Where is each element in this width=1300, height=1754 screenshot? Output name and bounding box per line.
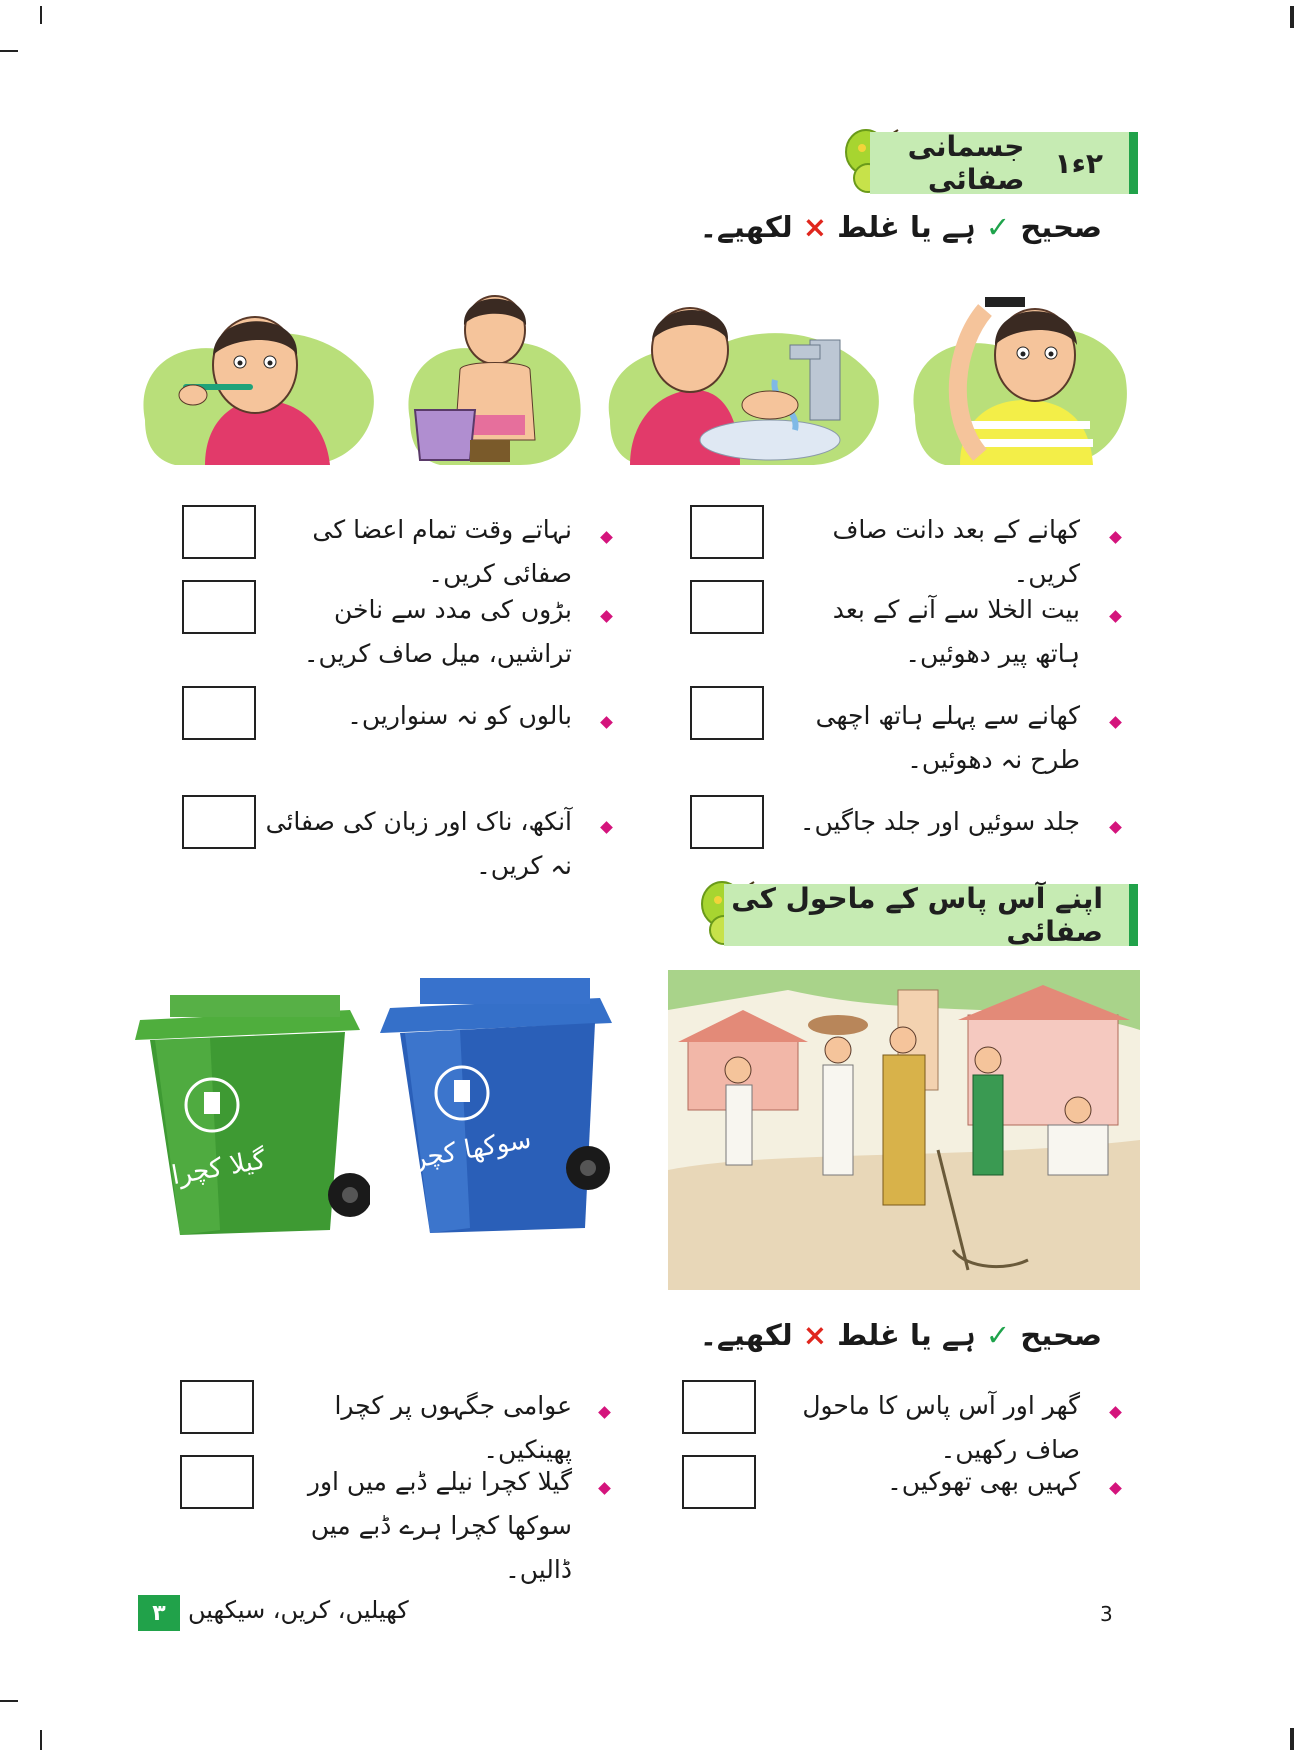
book-title: کھیلیں، کریں، سیکھیں [188, 1596, 409, 1624]
bin-label-green: گیلا کچرا [169, 1145, 268, 1192]
cross-icon: × [802, 210, 828, 244]
list-item: گیلا کچرا نیلے ڈبے میں اور سوکھا کچرا ہرے ڈبے میں ڈالیں۔ [307, 1467, 572, 1584]
section-banner [724, 884, 1138, 946]
bullet-icon [600, 610, 613, 623]
illustration-brushing-teeth [135, 280, 385, 470]
street-cleaning-illustration [668, 970, 1140, 1290]
section-banner [870, 132, 1138, 194]
list-item: کھانے کے بعد دانت صاف کریں۔ [832, 515, 1080, 588]
answer-box[interactable] [682, 1455, 756, 1509]
bullet-icon [1109, 1482, 1122, 1495]
crop-mark [0, 1700, 18, 1702]
bullet-icon [1109, 821, 1122, 834]
bin-label-blue: سوکھا کچرا [403, 1124, 534, 1176]
instruction-text: صحیح ✓ ہے یا غلط × لکھیے۔ [699, 1318, 1102, 1352]
answer-box[interactable] [690, 686, 764, 740]
bullet-icon [1109, 716, 1122, 729]
list-item: بالوں کو نہ سنواریں۔ [347, 701, 572, 730]
bullet-icon [1109, 1406, 1122, 1419]
list-item: نہاتے وقت تمام اعضا کی صفائی کریں۔ [312, 515, 572, 588]
illustration-washing-hands [600, 280, 890, 470]
crop-mark [0, 50, 18, 52]
bullet-icon [1109, 610, 1122, 623]
list-item: گھر اور آس پاس کا ماحول صاف رکھیں۔ [802, 1391, 1080, 1464]
list-item: بیت الخلا سے آنے کے بعد ہاتھ پیر دھوئیں۔ [832, 595, 1080, 668]
crop-mark [1290, 1728, 1294, 1750]
check-icon: ✓ [985, 1318, 1011, 1352]
section-title: جسمانی صفائی [907, 130, 1025, 196]
answer-box[interactable] [682, 1380, 756, 1434]
check-icon: ✓ [985, 210, 1011, 244]
answer-box[interactable] [182, 686, 256, 740]
list-item: عوامی جگہوں پر کچرا پھینکیں۔ [334, 1391, 572, 1464]
instruction-text: صحیح ✓ ہے یا غلط × لکھیے۔ [699, 210, 1102, 244]
page-number: 3 [1100, 1602, 1113, 1626]
crop-mark [40, 6, 42, 24]
bullet-icon [600, 716, 613, 729]
answer-box[interactable] [182, 795, 256, 849]
bullet-icon [1109, 531, 1122, 544]
section-number: ۲ء۱ [1054, 146, 1103, 180]
answer-box[interactable] [182, 505, 256, 559]
illustration-bathing [400, 270, 585, 470]
answer-box[interactable] [690, 505, 764, 559]
crop-mark [40, 1730, 42, 1750]
crop-mark [1290, 6, 1294, 28]
answer-box[interactable] [180, 1455, 254, 1509]
list-item: کہیں بھی تھوکیں۔ [887, 1467, 1080, 1496]
answer-box[interactable] [180, 1380, 254, 1434]
illustration-combing-hair [905, 265, 1135, 470]
blue-bin-image [380, 968, 620, 1248]
bullet-icon [598, 1406, 611, 1419]
green-bin-image [130, 980, 370, 1250]
list-item: آنکھ، ناک اور زبان کی صفائی نہ کریں۔ [265, 807, 572, 880]
bullet-icon [600, 821, 613, 834]
answer-box[interactable] [690, 580, 764, 634]
page-number-tag: ۳ [138, 1595, 180, 1631]
answer-box[interactable] [690, 795, 764, 849]
list-item: جلد سوئیں اور جلد جاگیں۔ [799, 807, 1080, 836]
list-item: کھانے سے پہلے ہاتھ اچھی طرح نہ دھوئیں۔ [815, 701, 1080, 774]
bullet-icon [600, 531, 613, 544]
answer-box[interactable] [182, 580, 256, 634]
list-item: بڑوں کی مدد سے ناخن تراشیں، میل صاف کریں۔ [303, 595, 572, 668]
section-title: اپنے آس پاس کے ماحول کی صفائی [731, 882, 1103, 948]
cross-icon: × [802, 1318, 828, 1352]
bullet-icon [598, 1482, 611, 1495]
